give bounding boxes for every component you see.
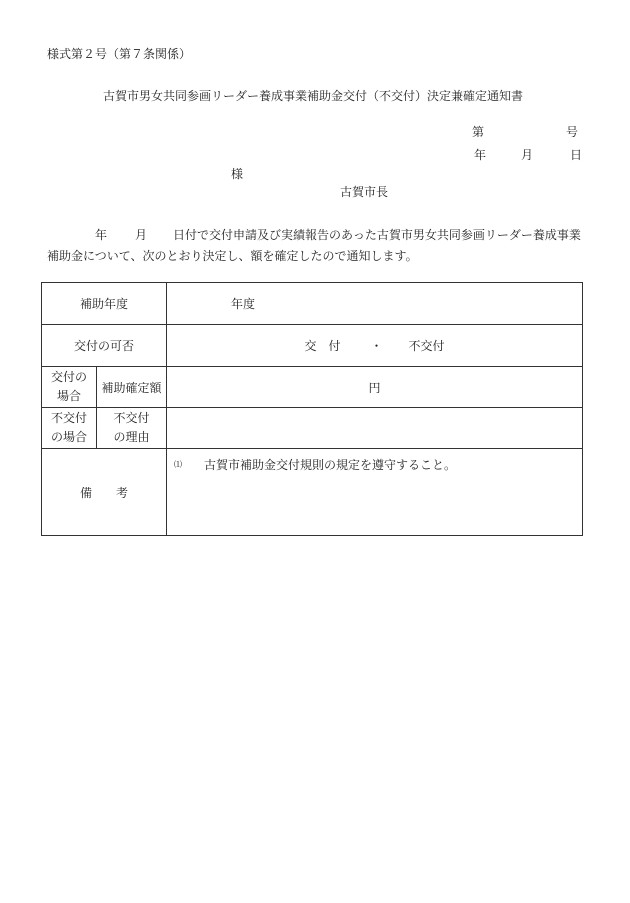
remarks-number: ⑴ [174,460,183,469]
remarks-value [167,449,583,536]
issue-number-suffix: 号 [566,125,579,139]
sender-name: 古賀市長 [340,185,389,199]
issue-date-day: 日 [570,148,583,162]
addressee-honorific: 様 [231,167,244,181]
no-grant-option: 不交付 [408,339,445,353]
no-grant-reason-label: 不交付 の理由 [97,408,167,449]
table-row [42,325,583,367]
document-title: 古賀市男女共同参画リーダー養成事業補助金交付（不交付）決定兼確定通知書 [103,89,524,103]
grant-decision-value [167,325,583,367]
remarks-text: 古賀市補助金交付規則の規定を遵守すること。 [204,458,457,472]
body-year: 年 [95,228,108,242]
body-text: 日付で交付申請及び実績報告のあった古賀市男女共同参画リーダー養成事業補助金について、次のとおり決定し、額を確定したので通知します。 [47,228,581,263]
remarks-label: 備 考 [42,449,167,536]
amount-unit: 円 [167,367,583,408]
fiscal-year-value: 年度 [167,283,583,325]
body-month: 月 [135,228,148,242]
confirmed-amount-label: 補助確定額 [97,367,167,408]
grant-case-label: 交付の 場合 [42,367,97,408]
no-grant-reason-value [167,408,583,449]
notice-body [47,225,587,267]
option-separator: ・ [370,339,383,353]
table-row [42,283,583,325]
issue-date-year: 年 [474,148,487,162]
fiscal-year-label: 補助年度 [42,283,167,325]
issue-date-month: 月 [521,148,534,162]
grant-decision-label: 交付の可否 [42,325,167,367]
no-grant-case-label: 不交付 の場合 [42,408,97,449]
table-row [42,367,583,408]
decision-table [41,282,583,536]
table-row [42,408,583,449]
table-row [42,449,583,536]
form-number: 様式第２号（第７条関係） [47,47,192,61]
grant-option: 交 付 [304,339,341,353]
issue-number-prefix: 第 [472,125,485,139]
